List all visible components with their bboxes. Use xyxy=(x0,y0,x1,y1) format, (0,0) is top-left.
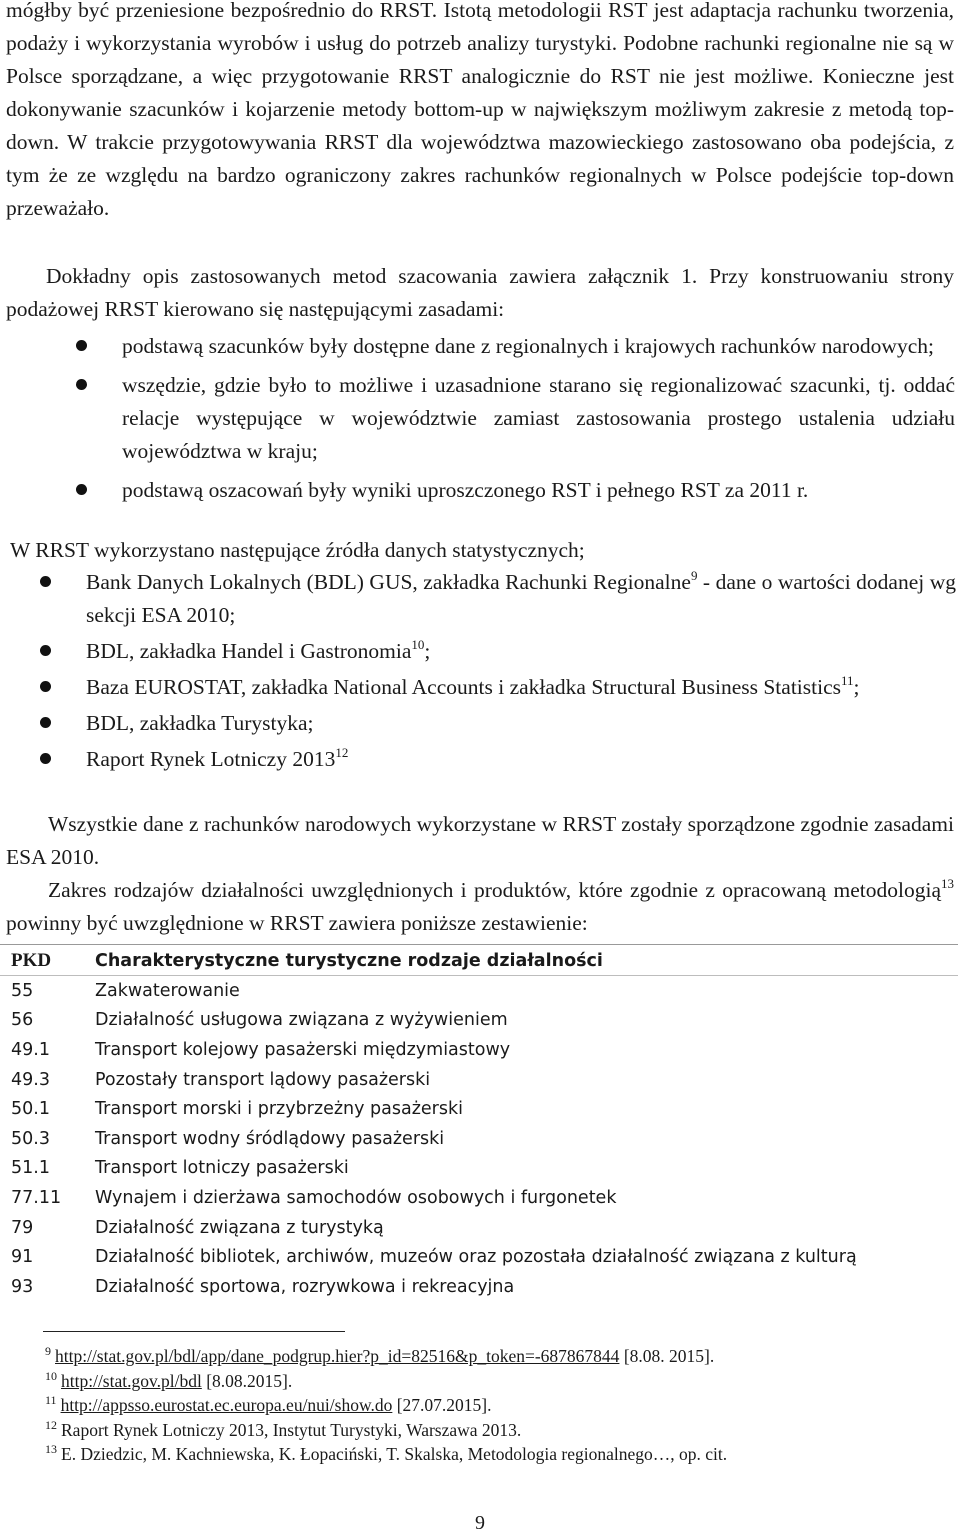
list-item: Bank Danych Lokalnych (BDL) GUS, zakładka Rachunki Regionalne$^9$ - dane o wartości dodanej wg sekcji ESA 2010; xyxy=(86,566,956,632)
activity-cell: Transport lotniczy pasażerski xyxy=(95,1158,349,1179)
bullet-icon xyxy=(40,645,51,656)
footnote-ref: 11 xyxy=(841,673,854,688)
intro-paragraph xyxy=(6,0,954,225)
activity-cell: Transport wodny śródlądowy pasażerski xyxy=(95,1128,445,1149)
table-header-row xyxy=(0,946,958,976)
pkd-code-cell: 55 xyxy=(11,980,34,1001)
column-header-pkd: PKD xyxy=(11,950,52,971)
pkd-code-cell: 77.11 xyxy=(11,1187,62,1208)
bullet-icon xyxy=(76,340,87,351)
footnote-ref: 12 xyxy=(335,745,349,760)
activity-cell: Działalność bibliotek, archiwów, muzeów oraz pozostała działalność związana z kulturą xyxy=(95,1247,857,1268)
table-row xyxy=(0,1065,958,1095)
pkd-code-cell: 56 xyxy=(11,1010,34,1031)
footnote-link[interactable]: http://appsso.eurostat.ec.europa.eu/nui/show.do xyxy=(60,1395,393,1415)
activity-cell: Transport morski i przybrzeżny pasażerski xyxy=(95,1099,463,1120)
list-item: wszędzie, gdzie było to możliwe i uzasadnione starano się regionalizować szacunki, tj. oddać relacje występujące w województwie zamiast zastosowania prostego ustalenia udziału województwa w kraju; xyxy=(122,369,955,468)
activity-cell: Transport kolejowy pasażerski międzymiastowy xyxy=(95,1039,511,1060)
page-number: 9 xyxy=(475,1512,485,1534)
method-paragraph xyxy=(6,260,954,326)
activity-cell: Działalność usługowa związana z wyżywieniem xyxy=(95,1010,508,1031)
table-row xyxy=(0,1035,958,1065)
pkd-code-cell: 79 xyxy=(11,1217,34,1238)
bullet-icon xyxy=(76,484,87,495)
table-row xyxy=(0,1124,958,1154)
footnote-link[interactable]: http://stat.gov.pl/bdl xyxy=(61,1370,202,1391)
footnotes xyxy=(45,1344,945,1467)
table-row xyxy=(0,1242,958,1272)
footnote-10: $^{10}$ http://stat.gov.pl/bdl [8.08.2015]. xyxy=(45,1368,293,1391)
footnote-9: $^9$ http://stat.gov.pl/bdl/app/dane_podgrup.hier?p_id=82516&p_token=-687867844 [8.08. 2015]. xyxy=(45,1344,715,1366)
pkd-code-cell: 50.1 xyxy=(11,1099,50,1120)
sources-bullet-list xyxy=(86,566,956,779)
table-row xyxy=(0,1154,958,1184)
column-header-activity: Charakterystyczne turystyczne rodzaje działalności xyxy=(95,951,603,971)
method-bullet-list xyxy=(122,330,955,513)
esa-paragraph: Wszystkie dane z rachunków narodowych wykorzystane w RRST zostały sporządzone zgodnie zasadami ESA 2010. xyxy=(6,812,954,869)
bullet-icon xyxy=(40,753,51,764)
bullet-icon xyxy=(76,379,87,390)
pkd-code-cell: 93 xyxy=(11,1276,34,1297)
list-item: podstawą oszacowań były wyniki uproszczonego RST i pełnego RST za 2011 r. xyxy=(122,474,955,507)
pkd-code-cell: 91 xyxy=(11,1247,34,1268)
footnote-ref: 9 xyxy=(690,568,698,583)
activity-cell: Działalność sportowa, rozrywkowa i rekreacyjna xyxy=(95,1276,515,1297)
intro-text-2: W trakcie przygotowywania RRST dla województwa mazowieckiego zastosowano oba podejścia, z tym że ze względu na bardzo ograniczony zakres rachunków regionalnych w Polsce podejście top-down przeważało. xyxy=(6,130,954,220)
footnote-12: $^{12}$ Raport Rynek Lotniczy 2013, Instytut Turystyki, Warszawa 2013. xyxy=(45,1417,522,1440)
footnote-separator xyxy=(43,1331,345,1332)
activity-cell: Zakwaterowanie xyxy=(95,980,240,1001)
table-top-rule xyxy=(0,944,958,945)
list-item: BDL, zakładka Handel i Gastronomia$^{10}$; xyxy=(86,635,956,668)
table-row xyxy=(0,1094,958,1124)
activity-cell: Pozostały transport lądowy pasażerski xyxy=(95,1069,431,1090)
pkd-code-cell: 49.1 xyxy=(11,1039,50,1060)
sources-intro: W RRST wykorzystano następujące źródła danych statystycznych; xyxy=(10,538,585,562)
table-row xyxy=(0,1006,958,1036)
list-item: Raport Rynek Lotniczy 2013$^{12}$ xyxy=(86,743,956,776)
intro-text-1: mógłby być przeniesione bezpośrednio do RRST. Istotą metodologii RST jest adaptacja rachunku tworzenia, podaży i wykorzystania wyrobów i usług do potrzeb analizy turystyki. Podobne rachunki regionalne nie są w Polsce sporządzane, a więc przygotowanie RRST analogicznie do RST nie jest możliwe. Konieczne jest dokonywanie szacunków i kojarzenie metody bottom-up w największym możliwym zakresie z metodą top-down. xyxy=(6,0,954,154)
table-row xyxy=(0,976,958,1006)
bullet-icon xyxy=(40,681,51,692)
list-item: podstawą szacunków były dostępne dane z regionalnych i krajowych rachunków narodowych; xyxy=(122,330,955,363)
bullet-icon xyxy=(40,717,51,728)
bullet-icon xyxy=(40,576,51,587)
table-row xyxy=(0,1272,958,1302)
method-text: Dokładny opis zastosowanych metod szacowania zawiera załącznik 1. Przy konstruowaniu strony podażowej RRST kierowano się następującymi zasadami: xyxy=(6,264,954,321)
footnote-11: $^{11}$ http://appsso.eurostat.ec.europa.eu/nui/show.do [27.07.2015]. xyxy=(45,1393,492,1415)
pkd-code-cell: 51.1 xyxy=(11,1158,50,1179)
activity-cell: Wynajem i dzierżawa samochodów osobowych i furgonetek xyxy=(95,1187,617,1208)
footnote-ref: 13 xyxy=(941,876,954,891)
scope-paragraph: Zakres rodzajów działalności uwzględnionych i produktów, które zgodnie z opracowaną metodologią$^{13}$ powinny być uwzględnione w RRST zawiera poniższe zestawienie: xyxy=(6,876,954,935)
footnote-ref: 10 xyxy=(411,637,425,652)
table-row xyxy=(0,1213,958,1243)
pkd-code-cell: 49.3 xyxy=(11,1069,50,1090)
pkd-code-cell: 50.3 xyxy=(11,1128,50,1149)
footnote-13: $^{13}$ E. Dziedzic, M. Kachniewska, K. Łopaciński, T. Skalska, Metodologia regionalnego…, op. cit. xyxy=(45,1442,728,1464)
list-item: BDL, zakładka Turystyka; xyxy=(86,707,956,740)
pkd-table xyxy=(0,946,958,1302)
list-item: Baza EUROSTAT, zakładka National Accounts i zakładka Structural Business Statistics$^{11}$; xyxy=(86,671,956,704)
footnote-link[interactable]: http://stat.gov.pl/bdl/app/dane_podgrup.hier?p_id=82516&p_token=-687867844 xyxy=(55,1346,620,1366)
activity-cell: Działalność związana z turystyką xyxy=(95,1217,384,1238)
table-row xyxy=(0,1183,958,1213)
